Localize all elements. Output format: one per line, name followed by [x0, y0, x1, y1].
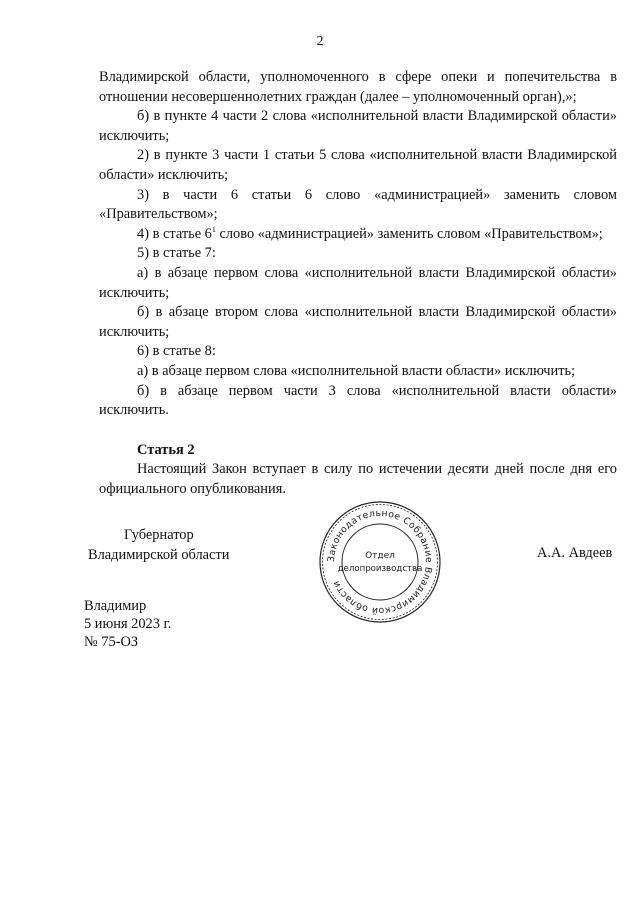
- paragraph: а) в абзаце первом слова «исполнительной власти области» исключить;: [137, 362, 576, 379]
- law-number: № 75-ОЗ: [84, 634, 139, 650]
- superscript: 1: [211, 224, 216, 234]
- stamp-center-line2: делопроизводства: [337, 564, 423, 574]
- law-body: [99, 68, 617, 499]
- stamp-dotted-ring: [323, 505, 438, 620]
- paragraph-text: слово «администрацией» заменить словом «Правительством»;: [215, 225, 603, 242]
- paragraph: 5) в статье 7:: [137, 245, 216, 262]
- paragraph-text: 4) в статье 6: [137, 225, 212, 242]
- city: Владимир: [84, 598, 147, 614]
- article-heading: Статья 2: [137, 441, 195, 458]
- paragraph: Владимирской области, уполномоченного в сфере опеки и попечительства в отношении несовершеннолетних граждан (далее – уполномоченный орган),»;: [99, 69, 617, 105]
- page-number: 2: [316, 34, 324, 49]
- paragraph: [99, 225, 617, 245]
- paragraph: а) в абзаце первом слова «исполнительной власти Владимирской области» исключить;: [99, 264, 617, 301]
- article-text: Настоящий Закон вступает в силу по истечении десяти дней после дня его официального опубликования.: [99, 461, 617, 497]
- paragraph: б) в пункте 4 части 2 слова «исполнительной власти Владимирской области» исключить;: [99, 108, 617, 144]
- paragraph: 3) в части 6 статьи 6 слово «администрацией» заменить словом «Правительством»;: [99, 186, 617, 223]
- position-region: Владимирской области: [88, 547, 230, 563]
- place-date-block: [84, 597, 171, 651]
- paragraph: 2) в пункте 3 части 1 статьи 5 слова «исполнительной власти Владимирской области» исключить;: [99, 147, 617, 183]
- paragraph: б) в абзаце первом части 3 слова «исполнительной власти области» исключить.: [99, 382, 617, 419]
- stamp-ring-text: Законодательное Собрание Владимирской области: [325, 507, 435, 617]
- signatory-position: [88, 525, 229, 565]
- signatory-name: А.А. Авдеев: [537, 545, 613, 561]
- position-title: Губернатор: [124, 527, 194, 543]
- stamp-outer-ring: [320, 502, 440, 622]
- stamp-center-line1: Отдел: [365, 551, 395, 561]
- stamp-inner-ring: [342, 524, 418, 600]
- paragraph: 6) в статье 8:: [137, 343, 216, 360]
- paragraph: б) в абзаце втором слова «исполнительной власти Владимирской области» исключить;: [99, 304, 617, 340]
- official-stamp: [318, 500, 442, 624]
- date: 5 июня 2023 г.: [84, 616, 172, 632]
